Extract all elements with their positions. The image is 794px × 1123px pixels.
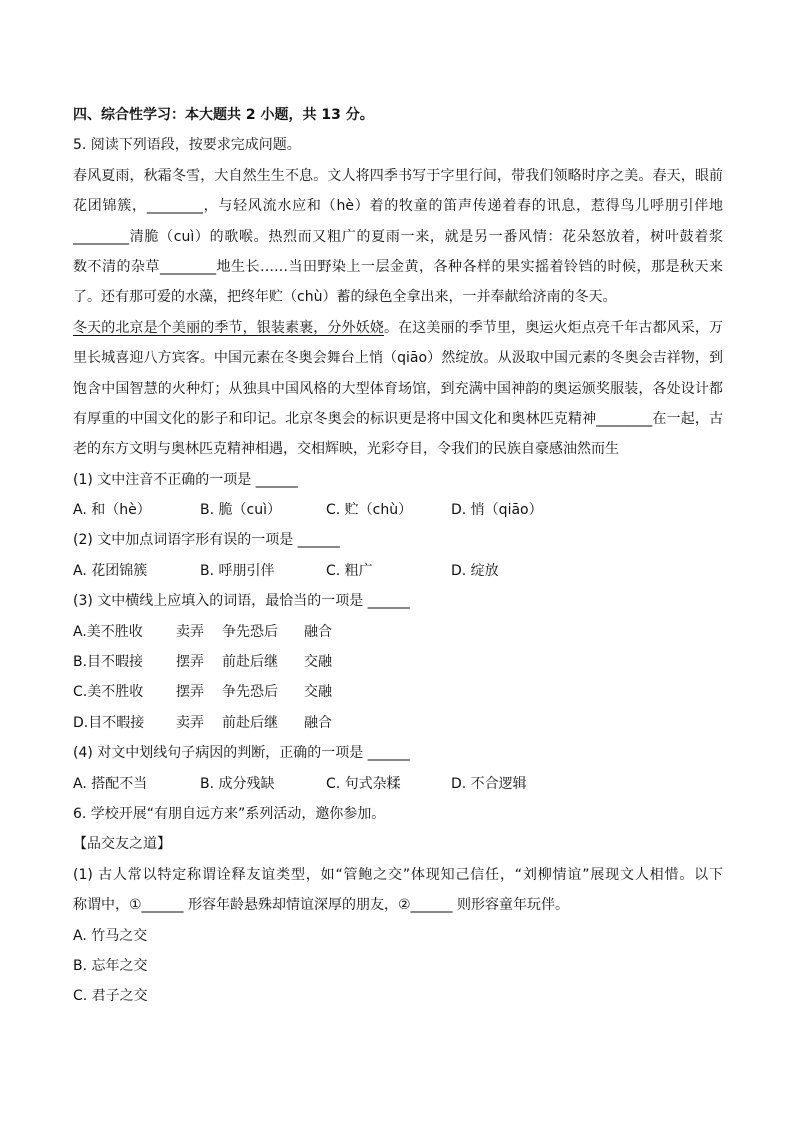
choice-cell: D.目不暇接 <box>73 714 145 731</box>
passage-line: 饱含中国智慧的火种灯；从独具中国风格的大型体育场馆，到充满中国神韵的奥运颁奖服装，各处设计都 <box>73 380 723 397</box>
choice-cell: 前赴后继 <box>222 714 278 731</box>
passage-line: 有厚重的中国文化的影子和印记。北京冬奥会的标识更是将中国文化和奥林匹克精神________在一起，古 <box>73 410 723 427</box>
passage-line: 花团锦簇，________，与轻风流水应和（hè）着的牧童的笛声传递着春的讯息，惹得鸟儿呼朋引伴地 <box>73 198 723 215</box>
passage-text: 。在这美丽的季节里，奥运火炬点亮千年古都风采，万 <box>383 319 723 336</box>
option-c: C. 粗广 <box>326 562 373 579</box>
sub-question-1-stem: (1) 文中注音不正确的一项是 ______ <box>73 471 298 488</box>
option-b: B. 脆（cuì） <box>200 502 281 519</box>
choice-cell: 卖弄 <box>176 714 204 731</box>
q6-sub1-line: (1) 古人常以特定称谓诠释友谊类型，如“管鲍之交”体现知己信任，“刘柳情谊”展现文人相惜。以下 <box>73 866 723 883</box>
passage-line: 里长城喜迎八方宾客。中国元素在冬奥会舞台上悄（qiāo）然绽放。从汲取中国元素的冬奥会吉祥物，到 <box>73 350 723 367</box>
q6-sub1-line: 称谓中，①______ 形容年龄悬殊却情谊深厚的朋友，②______ 则形容童年玩伴。 <box>73 897 570 914</box>
page-content <box>73 100 723 1012</box>
choice-cell: 卖弄 <box>176 623 204 640</box>
choice-cell: A.美不胜收 <box>73 623 143 640</box>
option-c: C. 君子之交 <box>73 988 148 1005</box>
option-c: C. 句式杂糅 <box>326 775 401 792</box>
passage-line: 老的东方文明与奥林匹克精神相遇，交相辉映，光彩夺目，令我们的民族自豪感油然而生 <box>73 441 619 458</box>
question-6-title: 6. 学校开展“有朋自远方来”系列活动，邀你参加。 <box>73 805 386 822</box>
sub-question-2-stem: (2) 文中加点词语字形有误的一项是 ______ <box>73 532 340 549</box>
sub-question-3-stem: (3) 文中横线上应填入的词语，最恰当的一项是 ______ <box>73 593 410 610</box>
passage-line-underlined <box>73 313 723 343</box>
option-b: B. 成分残缺 <box>200 775 275 792</box>
option-c: C. 贮（chù） <box>326 502 413 519</box>
choice-cell: B.目不暇接 <box>73 654 144 671</box>
choice-cell: 交融 <box>304 684 332 701</box>
option-d: D. 绽放 <box>451 562 499 579</box>
option-a: A. 花团锦簇 <box>73 562 148 579</box>
choice-row-a <box>73 617 723 647</box>
option-b: B. 呼朋引伴 <box>200 562 275 579</box>
option-b: B. 忘年之交 <box>73 957 148 974</box>
underlined-sentence: 冬天的北京是个美丽的季节，银装素裹，分外妖娆 <box>73 319 384 336</box>
option-a: A. 搭配不当 <box>73 775 148 792</box>
option-d: D. 悄（qiāo） <box>451 502 543 519</box>
section-header: 四、综合性学习：本大题共 2 小题，共 13 分。 <box>73 107 374 123</box>
choice-cell: 争先恐后 <box>222 684 278 701</box>
choice-cell: C.美不胜收 <box>73 684 144 701</box>
option-a: A. 竹马之交 <box>73 927 148 944</box>
choice-cell: 交融 <box>304 654 332 671</box>
question-5-title: 5. 阅读下列语段，按要求完成问题。 <box>73 137 301 154</box>
sub-question-4-options <box>73 769 723 799</box>
choice-row-b <box>73 647 723 677</box>
choice-cell: 融合 <box>304 623 332 640</box>
section-heading: 【品交友之道】 <box>73 836 171 853</box>
choice-cell: 前赴后继 <box>222 654 278 671</box>
passage-line: 春风夏雨，秋霜冬雪，大自然生生不息。文人将四季书写于字里行间，带我们领略时序之美。春天，眼前 <box>73 167 723 184</box>
passage-line: 数不清的杂草________地生长……当田野染上一层金黄，各种各样的果实摇着铃铛的时候，那是秋天来 <box>73 258 723 275</box>
option-a: A. 和（hè） <box>73 502 151 519</box>
sub-question-2-options <box>73 556 723 586</box>
sub-question-4-stem: (4) 对文中划线句子病因的判断，正确的一项是 ______ <box>73 745 410 762</box>
choice-cell: 融合 <box>304 714 332 731</box>
passage-line: ________清脆（cuì）的歌喉。热烈而又粗广的夏雨一来，就是另一番风情：花朵怒放着，树叶鼓着浆 <box>73 228 723 245</box>
passage-line: 了。还有那可爱的水藻，把终年贮（chù）蓄的绿色全拿出来，一并奉献给济南的冬天。 <box>73 289 617 306</box>
choice-row-d <box>73 708 723 738</box>
choice-cell: 摆弄 <box>176 654 204 671</box>
option-d: D. 不合逻辑 <box>451 775 527 792</box>
choice-cell: 摆弄 <box>176 684 204 701</box>
choice-cell: 争先恐后 <box>222 623 278 640</box>
sub-question-1-options <box>73 495 723 525</box>
choice-row-c <box>73 677 723 707</box>
